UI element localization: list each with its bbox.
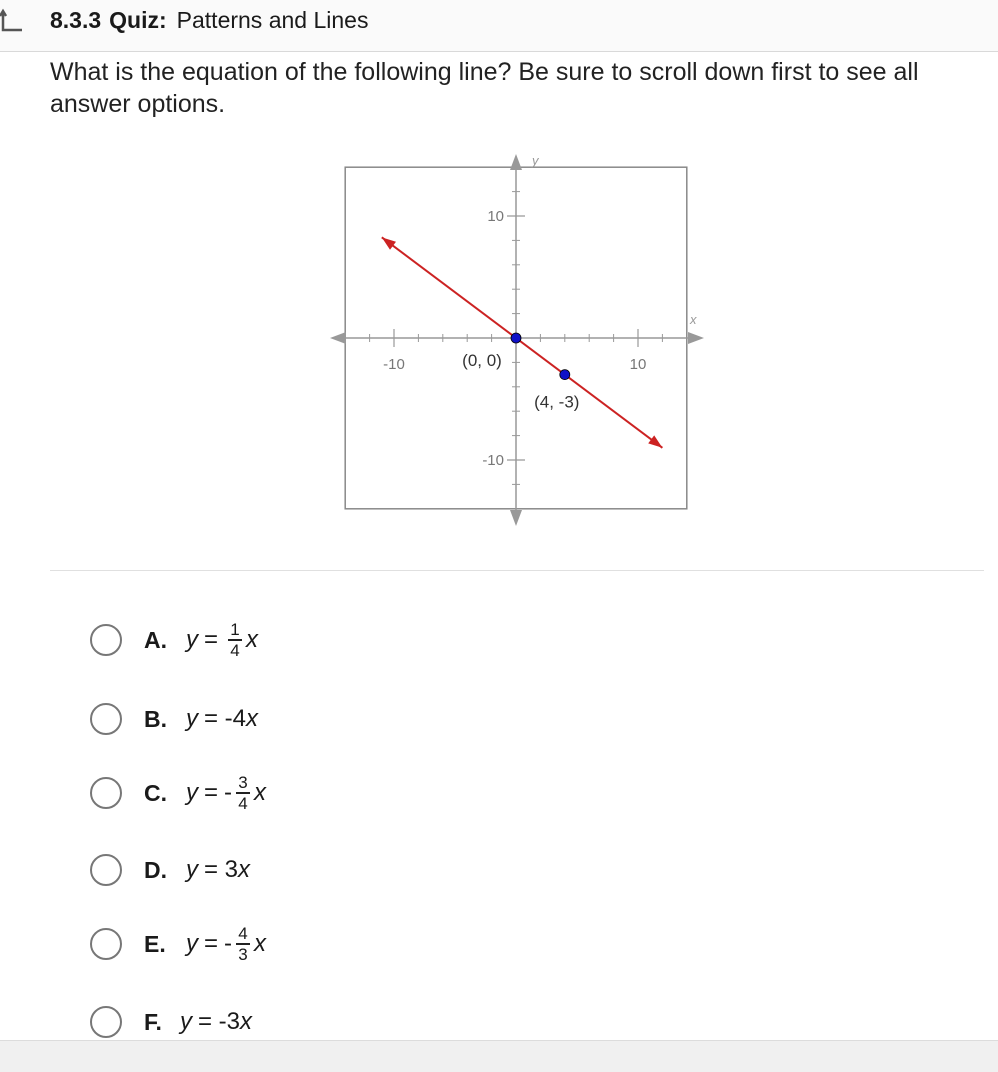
fraction [236,925,250,963]
eq-x: x [254,930,267,957]
question-text: What is the equation of the following line? Be sure to scroll down first to see all answer options. [50,58,919,118]
option-b[interactable] [90,689,690,749]
line-graph [326,148,716,534]
option-e[interactable] [90,914,690,974]
eq-equals: = [204,930,219,957]
eq-rest: = -4 [204,705,247,732]
option-d-equation [186,856,250,884]
eq-equals: = [204,779,219,806]
y-tick-label: 10 [487,208,504,225]
x-tick-label: 10 [629,356,647,373]
fraction-denominator: 3 [238,944,248,964]
option-a-equation [186,621,258,659]
divider [50,570,984,571]
option-d[interactable] [90,840,690,900]
quiz-name: Patterns and Lines [176,7,369,33]
eq-y: y [180,1008,192,1035]
option-b-equation [186,705,258,733]
eq-y: y [186,779,198,806]
data-point [511,333,521,343]
option-e-equation [186,925,266,963]
x-tick-label: -10 [383,356,405,373]
option-b-letter: B. [144,705,167,732]
fraction [236,774,250,812]
bottom-bar [0,1040,998,1072]
quiz-header [0,0,998,52]
option-f-equation [180,1008,252,1036]
quiz-title [50,6,368,34]
x-axis-label: x [690,312,697,327]
fraction-denominator: 4 [230,640,240,660]
eq-x: x [240,1008,253,1035]
y-axis-label: y [532,153,539,168]
fraction [228,621,242,659]
option-c-equation [186,774,266,812]
eq-x: x [238,856,251,883]
point-label: (0, 0) [462,351,502,370]
option-f-letter: F. [144,1008,162,1035]
option-d-letter: D. [144,856,167,883]
eq-y: y [186,626,198,653]
option-a-letter: A. [144,626,167,653]
eq-x: x [254,779,267,806]
data-point [560,370,570,380]
option-e-letter: E. [144,930,166,957]
y-axis-arrow-down-icon [510,510,522,526]
eq-x: x [246,705,259,732]
option-a-radio[interactable] [90,624,122,656]
y-tick-label: -10 [482,452,504,469]
quiz-kind: Quiz: [109,7,167,33]
eq-y: y [186,930,198,957]
eq-x: x [246,626,259,653]
eq-sign: - [224,779,233,806]
x-axis-arrow-right-icon [688,332,704,344]
option-d-radio[interactable] [90,854,122,886]
option-e-radio[interactable] [90,928,122,960]
quiz-number: 8.3.3 [50,7,102,33]
fraction-numerator: 4 [238,924,248,944]
x-axis-arrow-left-icon [330,332,346,344]
option-a[interactable] [90,610,690,670]
option-c[interactable] [90,763,690,823]
eq-rest: = -3 [198,1008,241,1035]
fraction-numerator: 3 [238,773,248,793]
eq-rest: = 3 [204,856,239,883]
fraction-numerator: 1 [230,620,240,640]
fraction-denominator: 4 [238,793,248,813]
option-c-radio[interactable] [90,777,122,809]
option-f-radio[interactable] [90,1006,122,1038]
return-arrow-icon[interactable] [0,8,26,34]
y-axis-arrow-up-icon [510,154,522,170]
eq-y: y [186,705,198,732]
option-c-letter: C. [144,779,167,806]
eq-sign: - [224,930,233,957]
option-b-radio[interactable] [90,703,122,735]
eq-y: y [186,856,198,883]
eq-equals: = [204,626,219,653]
point-label: (4, -3) [534,392,580,412]
